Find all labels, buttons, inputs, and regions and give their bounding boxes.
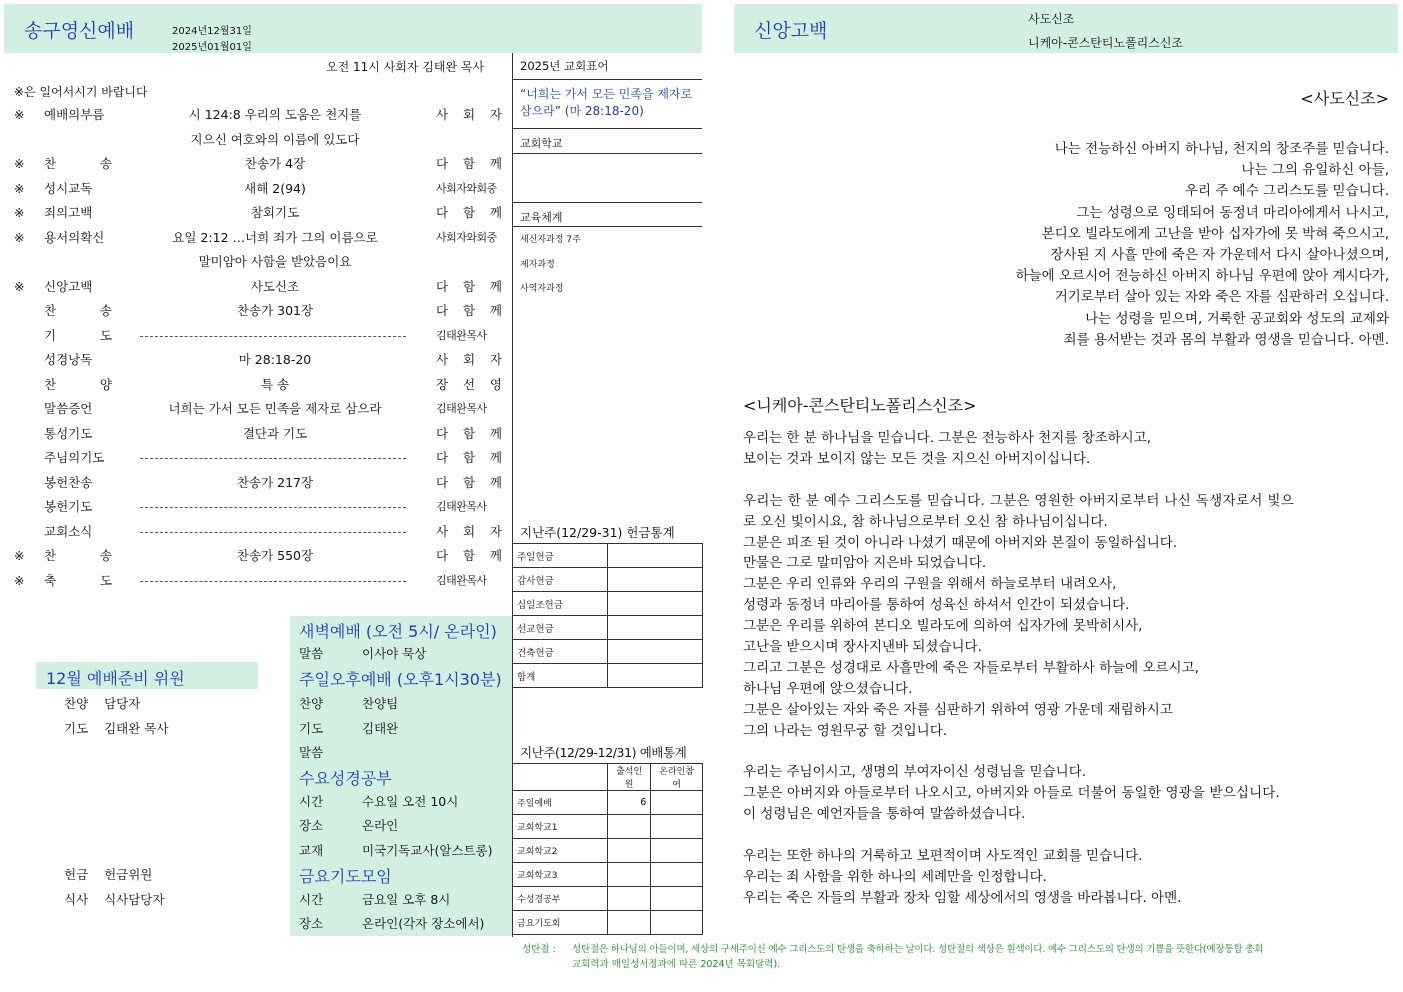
creed-line: 성령과 동정녀 마리아를 통하여 성육신 하셔서 인간이 되셨습니다. [743, 597, 1130, 614]
table-cell: 수성경공부 [513, 887, 608, 911]
order-content: 찬송가 550장 [236, 548, 314, 563]
meeting-title: 주일오후예배 (오후1시30분) [299, 670, 502, 689]
order-label: 죄의고백 [44, 205, 93, 220]
creed-line: 우리는 한 분 하나님을 믿습니다. 그분은 전능하사 천지를 창조하시고, [743, 430, 1152, 446]
course-2: 제자과정 [520, 260, 555, 270]
dashed-leader [140, 458, 406, 459]
meeting-value: 온라인 [362, 818, 399, 833]
order-row [0, 422, 512, 446]
column-header [513, 764, 608, 791]
creed-line: 보이는 것과 보이지 않는 모든 것을 지으신 아버지이십니다. [743, 450, 1091, 467]
creed-line: 우리는 죽은 자들의 부활과 장차 임할 세상에서의 영생을 바라봅니다. 아멘. [743, 889, 1182, 906]
order-label: 통성기도 [44, 425, 93, 441]
order-label: 성경낭독 [44, 352, 93, 367]
creed-line: 우리는 또한 하나의 거룩하고 보편적이며 사도적인 교회를 믿습니다. [743, 848, 1143, 864]
order-leader: 사 회 자 [436, 107, 502, 122]
order-leader: 다 함 께 [436, 450, 502, 465]
meeting-value: 김태완 [362, 721, 399, 736]
prep-key: 찬양 [64, 696, 89, 711]
order-leader: 사회자와회중 [436, 230, 497, 244]
creed-line: 우리는 한 분 예수 그리스도를 믿습니다. 그분은 영원한 아버지로부터 나신 독생자로서 빛으 [743, 492, 1295, 509]
offering-value [608, 640, 703, 664]
attendance-table [512, 763, 703, 935]
order-leader: 다 함 께 [436, 156, 502, 171]
prep-value: 김태완 목사 [104, 721, 169, 736]
stand-mark: ※ [14, 278, 25, 294]
meeting-value: 수요일 오전 10시 [362, 794, 459, 809]
meeting-key: 말씀 [299, 745, 324, 760]
order-row [0, 152, 512, 176]
system-label: 교육체계 [520, 211, 563, 224]
creed-sub-1: 사도신조 [1028, 12, 1075, 26]
meeting-key: 교재 [299, 843, 324, 858]
order-content: 참회기도 [250, 205, 300, 220]
offering-label: 건축헌금 [513, 640, 608, 664]
order-content: 특 송 [260, 376, 290, 392]
order-content: 찬송가 4장 [244, 156, 306, 171]
order-label: 찬 송 [44, 548, 112, 563]
order-row [0, 569, 512, 593]
creed-line: 그분은 아버지와 아들로부터 나오시고, 아버지와 아들로 더불어 동일한 영광을 받으십니다. [743, 785, 1280, 802]
offering-value [608, 664, 703, 688]
order-label: 용서의확신 [44, 229, 105, 245]
date-1: 2024년12월31일 [172, 26, 252, 37]
order-content: 결단과 기도 [242, 425, 308, 441]
creed-line: 나는 성령을 믿으며, 거룩한 공교회와 성도의 교제와 [1085, 310, 1389, 327]
offering-table [512, 543, 703, 688]
meeting-value: 찬양팀 [362, 696, 399, 711]
table-cell [651, 863, 703, 887]
order-leader: 사회자와회중 [436, 181, 497, 195]
prep-title: 12월 예배준비 위원 [46, 669, 185, 688]
order-label: 봉헌기도 [44, 499, 93, 514]
divider [512, 226, 702, 227]
service-title: 송구영신예배 [24, 20, 135, 42]
order-leader: 다 함 께 [436, 205, 502, 220]
prep-value: 식사담당자 [104, 892, 165, 907]
meeting-value: 미국기독교사(알스트롱) [362, 843, 493, 858]
table-cell: 금요기도회 [513, 911, 608, 935]
column-header: 출석인원 [608, 764, 651, 791]
creed-line: 우리는 죄 사함을 위한 하나의 세례만을 인정합니다. [743, 868, 1047, 885]
order-leader: 다 함 께 [436, 303, 502, 318]
meeting-value: 온라인(각자 장소에서) [362, 916, 485, 931]
creed-line: 우리 주 예수 그리스도를 믿습니다. [1184, 183, 1389, 200]
table-cell [651, 815, 703, 839]
table-row [513, 839, 703, 863]
service-time: 오전 11시 사회자 김태완 목사 [326, 60, 485, 74]
order-row [0, 275, 512, 299]
offering-label: 선교헌금 [513, 616, 608, 640]
stand-mark: ※ [14, 548, 25, 563]
meeting-key: 시간 [299, 892, 324, 907]
offering-value [608, 616, 703, 640]
prep-item [64, 865, 152, 883]
order-content: 말미암아 사함을 받았음이요 [198, 254, 352, 269]
meeting-row [299, 644, 323, 662]
order-row [0, 348, 512, 372]
creed-line: 그분은 피조 된 것이 아니라 나셨기 때문에 아버지와 본질이 동일하십니다. [743, 534, 1178, 551]
order-label: 찬 양 [44, 376, 112, 392]
meeting-value: 금요일 오후 8시 [362, 892, 451, 907]
creed-line: 그분은 우리를 위하여 본디오 빌라도에 의하여 십자가에 못박히시사, [743, 618, 1143, 635]
stand-mark: ※ [14, 205, 25, 220]
prep-item [64, 694, 140, 712]
creed-page-title: 신앙고백 [754, 20, 828, 42]
prep-key: 헌금 [64, 867, 89, 882]
table-cell: 교회학교3 [513, 863, 608, 887]
creed-sub-2: 니케아-콘스탄티노폴리스신조 [1028, 36, 1184, 50]
meeting-key: 장소 [299, 916, 324, 931]
footer-line-2: 교회력과 매일성서정과에 따른 2024년 목회달력). [572, 959, 781, 970]
creed-line: 이 성령님은 예언자들을 통하여 말씀하셨습니다. [743, 806, 1026, 823]
dashed-leader [140, 581, 406, 582]
prep-key: 식사 [64, 892, 89, 907]
school-label: 교회학교 [520, 137, 563, 150]
order-row [0, 250, 512, 274]
prep-value: 헌금위원 [104, 867, 153, 882]
offering-label: 주일헌금 [513, 544, 608, 568]
order-label: 기 도 [44, 327, 112, 343]
offering-value [608, 592, 703, 616]
creed-line: 그의 나라는 영원무궁 할 것입니다. [743, 722, 948, 739]
order-leader: 장 선 영 [436, 376, 502, 392]
meeting-key: 시간 [299, 794, 324, 809]
table-row [513, 911, 703, 935]
order-label: 축 도 [44, 572, 112, 588]
offering-title: 지난주(12/29-31) 헌금통계 [520, 525, 675, 540]
motto-title: 2025년 교회표어 [520, 59, 609, 73]
creed-line: 그는 성령으로 잉태되어 동정녀 마리아에게서 나시고, [1076, 204, 1389, 221]
attendance-title: 지난주(12/29-12/31) 예배통계 [520, 745, 687, 760]
creed-line: 우리는 주님이시고, 생명의 부여자이신 성령님을 믿습니다. [743, 764, 1087, 781]
table-row [513, 616, 703, 640]
stand-note: ※은 일어서시기 바랍니다 [14, 85, 148, 99]
creed-line: 그분은 우리 인류와 우리의 구원을 위해서 하늘로부터 내려오사, [743, 576, 1117, 593]
order-content: 사도신조 [250, 278, 300, 294]
order-leader: 김태완목사 [436, 402, 487, 415]
order-row [0, 177, 512, 201]
creed-line: 나는 전능하신 아버지 하나님, 천지의 창조주를 믿습니다. [1054, 141, 1389, 157]
date-2: 2025년01월01일 [172, 42, 252, 53]
offering-value [608, 568, 703, 592]
dashed-leader [140, 532, 406, 533]
stand-mark: ※ [14, 107, 25, 122]
order-content: 요일 2:12 …너희 죄가 그의 이름으로 [172, 229, 378, 245]
order-label: 찬 송 [44, 303, 112, 318]
creed-line: 나는 그의 유일하신 아들, [1241, 162, 1389, 179]
order-content: 찬송가 217장 [236, 474, 314, 490]
meeting-title: 금요기도모임 [299, 867, 392, 886]
creed-line: 하늘에 오르시어 전능하신 아버지 하나님 우편에 앉아 계시다가, [1015, 268, 1389, 285]
order-leader: 다 함 께 [436, 474, 502, 490]
table-cell: 6 [608, 791, 651, 815]
table-cell [651, 887, 703, 911]
meeting-title: 수요성경공부 [299, 769, 392, 788]
table-cell [608, 863, 651, 887]
table-row [513, 568, 703, 592]
course-3: 사역자과정 [520, 284, 564, 294]
divider [512, 153, 702, 154]
order-row [0, 544, 512, 568]
table-cell: 주일예배 [513, 791, 608, 815]
meeting-value: 이사야 묵상 [362, 646, 427, 661]
order-label: 예배의부름 [44, 107, 105, 122]
nicene-title: <니케아-콘스탄티노폴리스신조> [743, 396, 977, 415]
table-cell [608, 815, 651, 839]
creed-line: 하나님 우편에 앉으셨습니다. [743, 680, 913, 697]
meeting-key: 말씀 [299, 646, 324, 661]
order-label: 주님의기도 [44, 450, 105, 465]
course-1: 새신자과정 7주 [520, 235, 581, 245]
order-leader: 사 회 자 [436, 352, 502, 367]
order-row [0, 226, 512, 250]
stand-mark: ※ [14, 572, 25, 588]
order-row [0, 103, 512, 127]
order-row [0, 324, 512, 348]
table-row [513, 791, 703, 815]
order-row [0, 201, 512, 225]
order-content: 새해 2(94) [244, 180, 306, 196]
order-content: 시 124:8 우리의 도움은 천지를 [188, 107, 362, 122]
dashed-leader [140, 336, 406, 337]
order-row [0, 520, 512, 544]
order-leader: 다 함 께 [436, 425, 502, 441]
order-row [0, 128, 512, 152]
meeting-key: 찬양 [299, 696, 324, 711]
table-cell [608, 839, 651, 863]
prep-item [64, 890, 164, 908]
order-content: 찬송가 301장 [236, 303, 314, 318]
order-content: 지으신 여호와의 이름에 있도다 [190, 131, 360, 147]
order-label: 찬 송 [44, 156, 112, 171]
stand-mark: ※ [14, 229, 25, 245]
motto: “너희는 가서 모든 민족을 제자로 삼으라” (마 28:18-20) [520, 87, 693, 118]
order-leader: 다 함 께 [436, 278, 502, 294]
creed-line: 그리고 그분은 성경대로 사흘만에 죽은 자들로부터 부활하사 하늘에 오르시고, [743, 659, 1199, 676]
creed-line: 죄를 용서받는 것과 몸의 부활과 영생을 믿습니다. 아멘. [1063, 331, 1389, 348]
offering-label: 감사헌금 [513, 568, 608, 592]
order-content: 마 28:18-20 [238, 352, 312, 367]
table-row [513, 664, 703, 688]
table-header-row [513, 764, 703, 791]
offering-value [608, 544, 703, 568]
apostles-title: <사도신조> [1300, 89, 1389, 108]
meeting-title: 새벽예배 (오전 5시/ 온라인) [299, 622, 497, 641]
order-row [0, 299, 512, 323]
divider [512, 128, 702, 129]
table-cell [608, 887, 651, 911]
table-cell [651, 791, 703, 815]
prep-value: 담당자 [104, 696, 141, 711]
table-cell [608, 911, 651, 935]
column-header: 온라인참여 [651, 764, 703, 791]
dashed-leader [140, 507, 406, 508]
creed-line: 만물은 그로 말미암아 지은바 되었습니다. [743, 555, 987, 572]
order-leader: 김태완목사 [436, 500, 487, 513]
order-row [0, 373, 512, 397]
footer-label: 성탄절 : [522, 944, 556, 955]
offering-label: 합계 [513, 664, 608, 688]
divider [512, 79, 702, 80]
footer-line-1: 성탄절은 하나님의 아들이며, 세상의 구세주이신 예수 그리스도의 탄생을 축하하는 날이다. 성탄절의 색상은 흰색이다. 예수 그리스도의 탄생의 기쁨을 뜻한다(예장통합 총회 [572, 944, 1264, 955]
stand-mark: ※ [14, 156, 25, 171]
table-cell [651, 839, 703, 863]
prep-item [64, 719, 168, 737]
order-leader: 김태완목사 [436, 328, 487, 342]
order-leader: 김태완목사 [436, 573, 487, 587]
meeting-key: 장소 [299, 818, 324, 833]
creed-line: 본디오 빌라도에게 고난을 받아 십자가에 못 박혀 죽으시고, [1041, 225, 1389, 242]
order-label: 성시교독 [44, 180, 93, 196]
table-row [513, 863, 703, 887]
order-leader: 사 회 자 [436, 523, 502, 539]
creed-line: 로 오신 빛이시요, 참 하나님으로부터 오신 참 하나님이십니다. [743, 513, 1108, 530]
creed-line: 고난을 받으시며 장사지낸바 되셨습니다. [743, 639, 982, 655]
stand-mark: ※ [14, 180, 25, 196]
table-row [513, 815, 703, 839]
table-cell: 교회학교1 [513, 815, 608, 839]
table-row [513, 887, 703, 911]
offering-label: 십일조헌금 [513, 592, 608, 616]
order-row [0, 471, 512, 495]
creed-line: 장사된 지 사흘 만에 죽은 자 가운데서 다시 살아나셨으며, [1050, 247, 1389, 263]
order-label: 봉헌찬송 [44, 474, 93, 490]
table-row [513, 544, 703, 568]
table-row [513, 640, 703, 664]
table-row [513, 592, 703, 616]
order-label: 신앙고백 [44, 278, 93, 294]
creed-line: 거기로부터 살아 있는 자와 죽은 자를 심판하러 오십니다. [1054, 289, 1389, 306]
table-cell [651, 911, 703, 935]
prep-key: 기도 [64, 721, 89, 736]
order-row [0, 397, 512, 421]
order-content: 너희는 가서 모든 민족을 제자로 삼으라 [168, 401, 382, 416]
order-label: 교회소식 [44, 523, 93, 539]
creed-line: 그분은 살아있는 자와 죽은 자를 심판하기 위하여 영광 가운데 재림하시고 [743, 701, 1173, 718]
meeting-key: 기도 [299, 721, 324, 736]
order-row [0, 446, 512, 470]
order-label: 말씀증언 [44, 401, 93, 416]
table-cell: 교회학교2 [513, 839, 608, 863]
order-row [0, 495, 512, 519]
order-leader: 다 함 께 [436, 548, 502, 563]
divider [512, 202, 702, 203]
